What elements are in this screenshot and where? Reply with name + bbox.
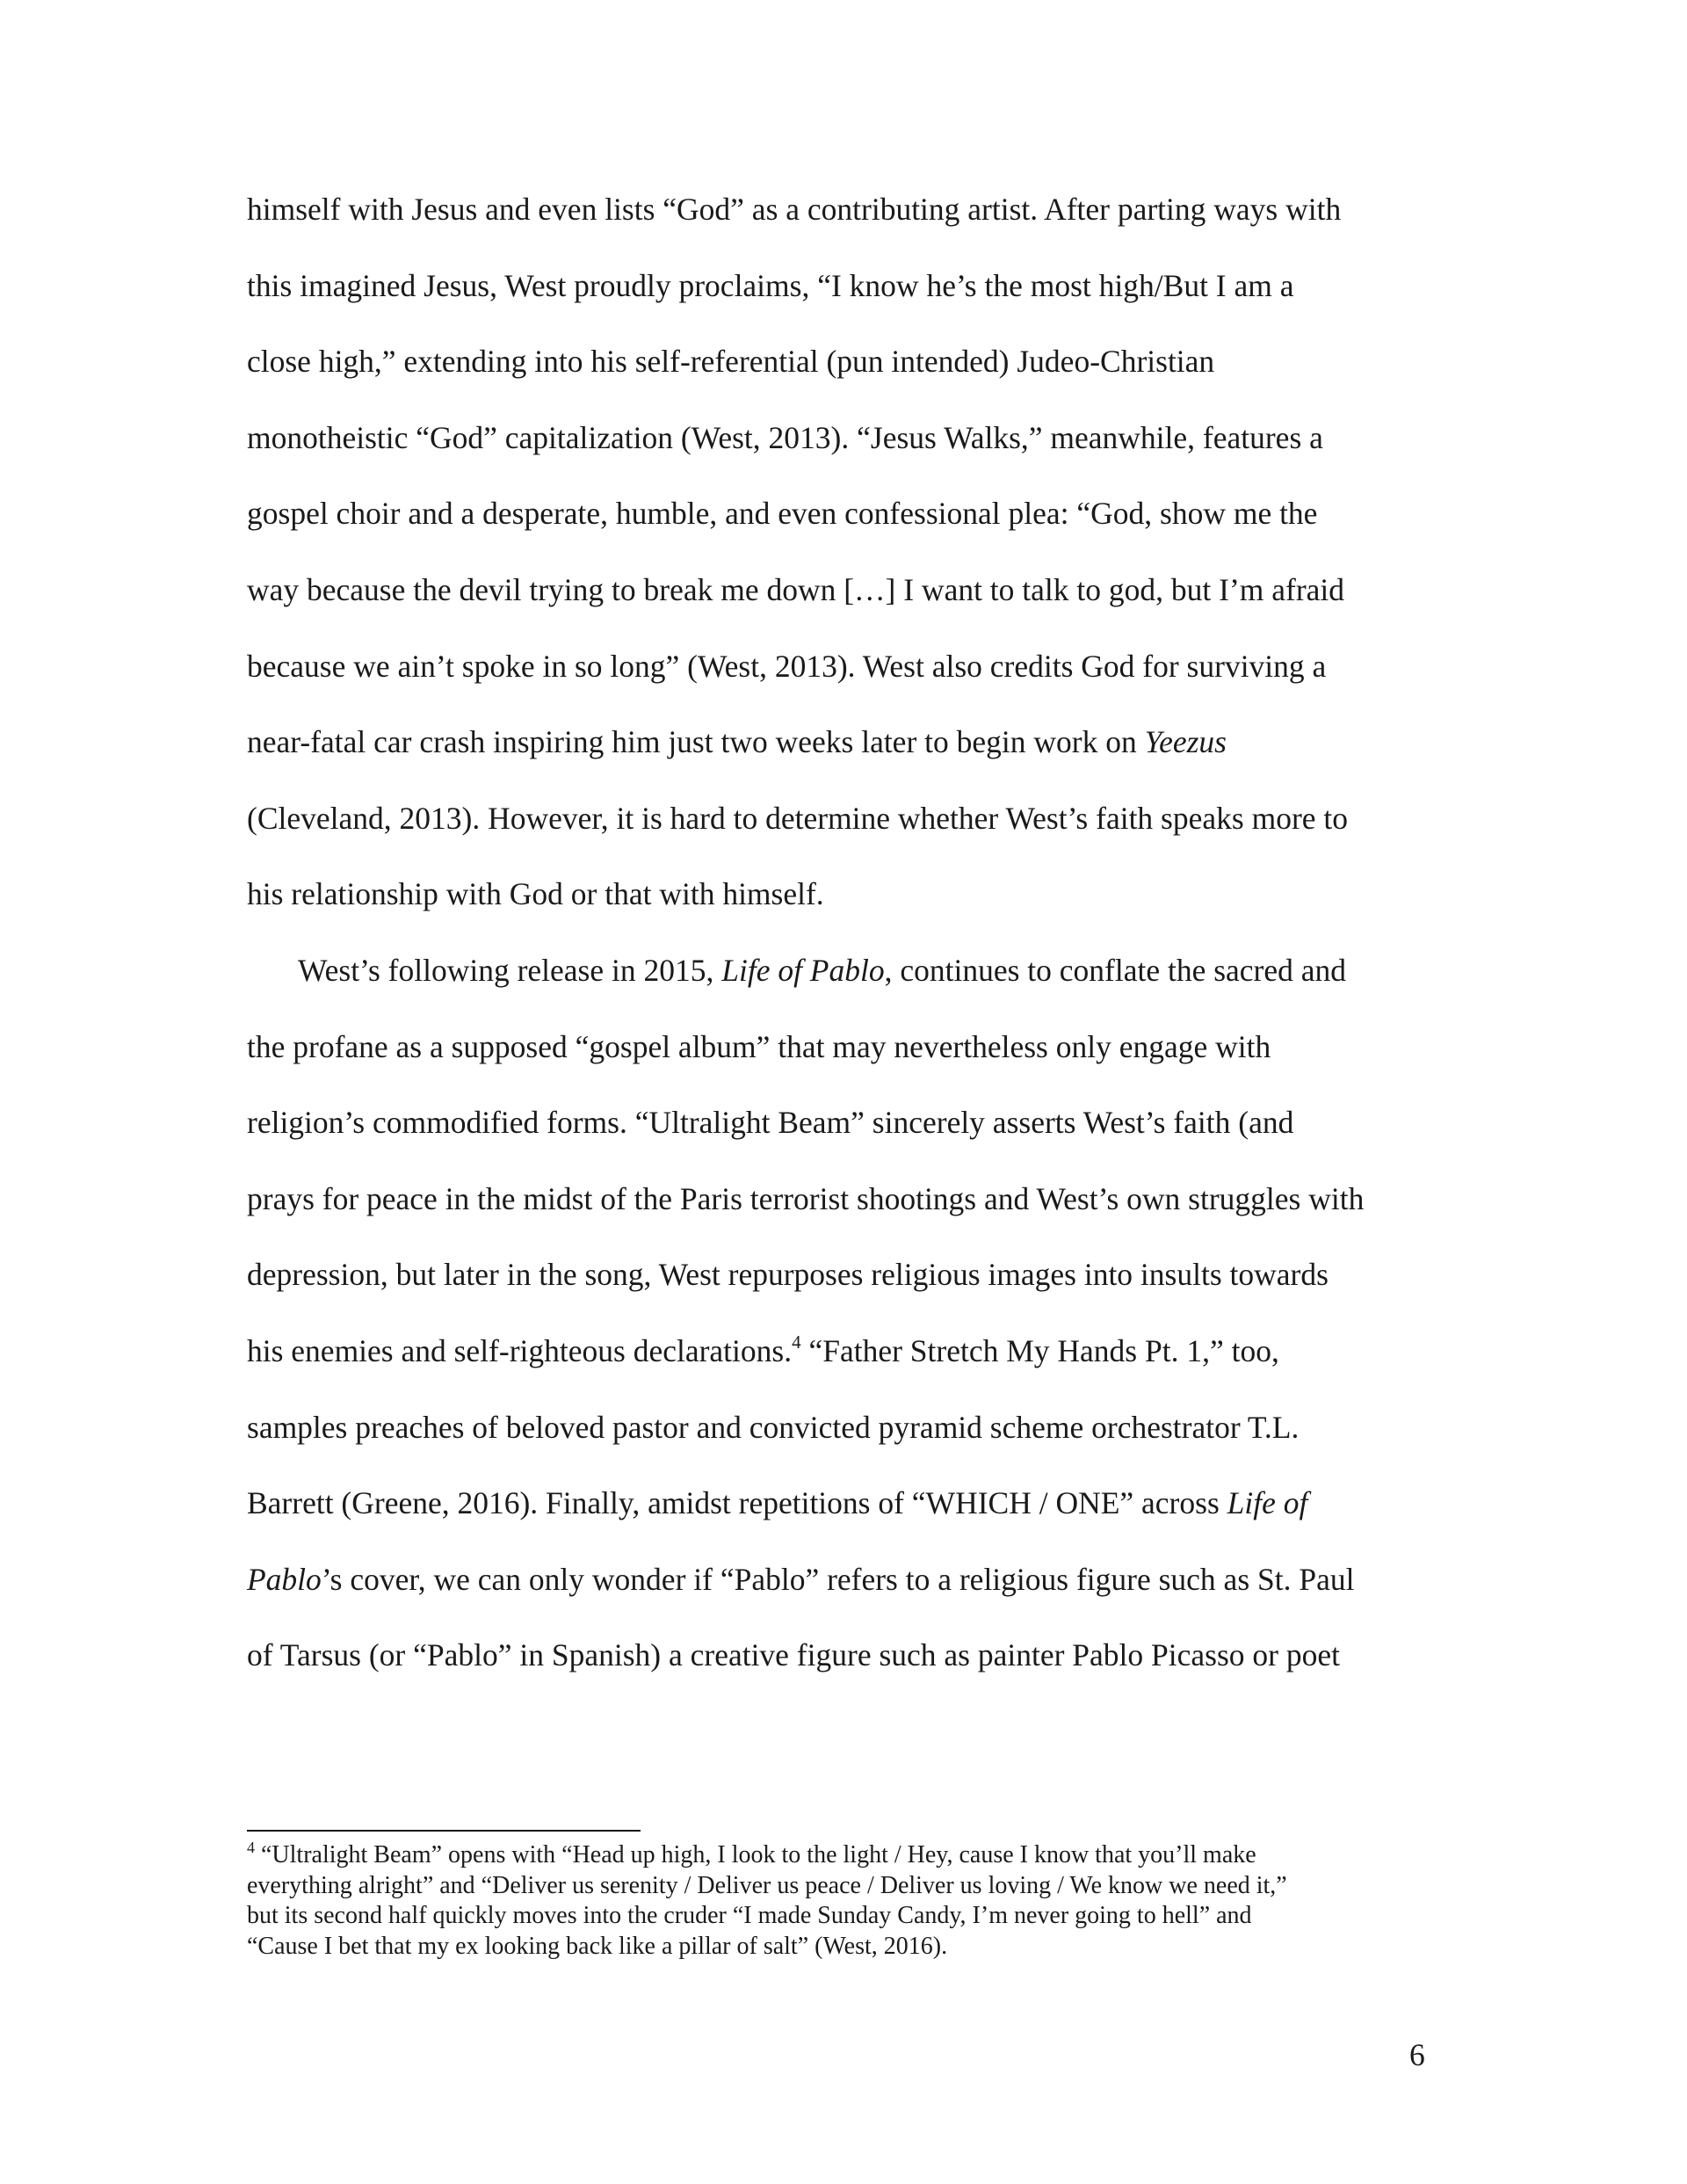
text-segment: this imagined Jesus, West proudly proclaims, “I know he’s the most high/But I am a — [247, 267, 1294, 303]
text-segment: samples preaches of beloved pastor and convicted pyramid scheme orchestrator T.L. — [247, 1409, 1300, 1445]
footnote-separator — [247, 1830, 641, 1832]
body-line — [247, 1105, 1293, 1140]
text-segment: (Cleveland, 2013). However, it is hard to determine whether West’s faith speaks more to — [247, 800, 1349, 836]
text-segment: Pablo — [247, 1561, 322, 1597]
text-segment: way because the devil trying to break me down […] I want to talk to god, but I’m afraid — [247, 572, 1345, 607]
body-line — [247, 1410, 1299, 1445]
text-segment: ’s cover, we can only wonder if “Pablo” refers to a religious figure such as St. Paul — [321, 1561, 1355, 1597]
footnote-text: but its second half quickly moves into the cruder “I made Sunday Candy, I’m never going to hell” and — [247, 1902, 1252, 1929]
text-segment: monotheistic “God” capitalization (West, 2013). “Jesus Walks,” meanwhile, features a — [247, 419, 1323, 455]
text-segment: West’s following release in 2015, — [298, 953, 722, 988]
text-segment: depression, but later in the song, West repurposes religious images into insults towards — [247, 1257, 1329, 1293]
text-segment: his enemies and self-righteous declarations. — [247, 1333, 793, 1368]
text-segment: gospel choir and a desperate, humble, and even confessional plea: “God, show me the — [247, 496, 1318, 532]
body-line — [247, 420, 1323, 455]
text-segment: the profane as a supposed “gospel album” that may nevertheless only engage with — [247, 1028, 1271, 1064]
body-line — [247, 649, 1326, 684]
footnote-line — [247, 1932, 947, 1962]
body-line — [247, 1485, 1307, 1520]
footnote-line — [247, 1901, 1252, 1931]
text-segment: because we ain’t spoke in so long” (West, 2013). West also credits God for surviving a — [247, 648, 1327, 684]
text-segment: close high,” extending into his self-referential (pun intended) Judeo-Christian — [247, 344, 1215, 380]
body-line — [298, 953, 1346, 988]
footnote-line — [247, 1871, 1287, 1901]
footnote-text: “Cause I bet that my ex looking back like a pillar of salt” (West, 2016). — [247, 1932, 948, 1960]
body-line — [247, 876, 824, 911]
body-line — [247, 1029, 1271, 1064]
body-line — [247, 1333, 1279, 1368]
body-line — [247, 724, 1227, 759]
text-segment: “Father Stretch My Hands Pt. 1,” too, — [800, 1333, 1279, 1368]
text-segment: near-fatal car crash inspiring him just two weeks later to begin work on — [247, 724, 1145, 760]
body-line — [247, 1257, 1329, 1292]
body-line — [247, 801, 1348, 836]
text-segment: Barrett (Greene, 2016). Finally, amidst repetitions of “WHICH / ONE” across — [247, 1485, 1227, 1521]
body-line — [247, 496, 1317, 531]
footnote-marker: 4 — [792, 1331, 801, 1353]
body-line — [247, 1181, 1364, 1216]
page-number: 6 — [1409, 2037, 1425, 2072]
body-line — [247, 1637, 1340, 1672]
footnote-line — [247, 1840, 1256, 1870]
text-segment: Yeezus — [1144, 724, 1227, 760]
text-segment: Life of Pablo — [721, 953, 885, 988]
body-line — [247, 268, 1294, 303]
text-segment: of Tarsus (or “Pablo” in Spanish) a creative figure such as painter Pablo Picasso or poet — [247, 1637, 1340, 1673]
text-segment: himself with Jesus and even lists “God” as a contributing artist. After parting ways with — [247, 192, 1342, 227]
footnote-number: 4 — [247, 1839, 255, 1856]
body-line — [247, 1562, 1354, 1597]
text-segment: , continues to conflate the sacred and — [884, 953, 1347, 988]
body-line — [247, 572, 1344, 607]
text-segment: Life of — [1227, 1485, 1308, 1521]
footnote-text: “Ultralight Beam” opens with “Head up high, I look to the light / Hey, cause I know that you’ll make — [255, 1841, 1256, 1868]
text-segment: prays for peace in the midst of the Paris terrorist shootings and West’s own struggles with — [247, 1180, 1365, 1216]
body-line — [247, 192, 1341, 227]
footnote-text: everything alright” and “Deliver us serenity / Deliver us peace / Deliver us loving / We know we need it,” — [247, 1871, 1287, 1899]
body-line — [247, 344, 1214, 379]
text-segment: his relationship with God or that with himself. — [247, 876, 824, 912]
text-segment: religion’s commodified forms. “Ultralight Beam” sincerely asserts West’s faith (and — [247, 1105, 1294, 1141]
